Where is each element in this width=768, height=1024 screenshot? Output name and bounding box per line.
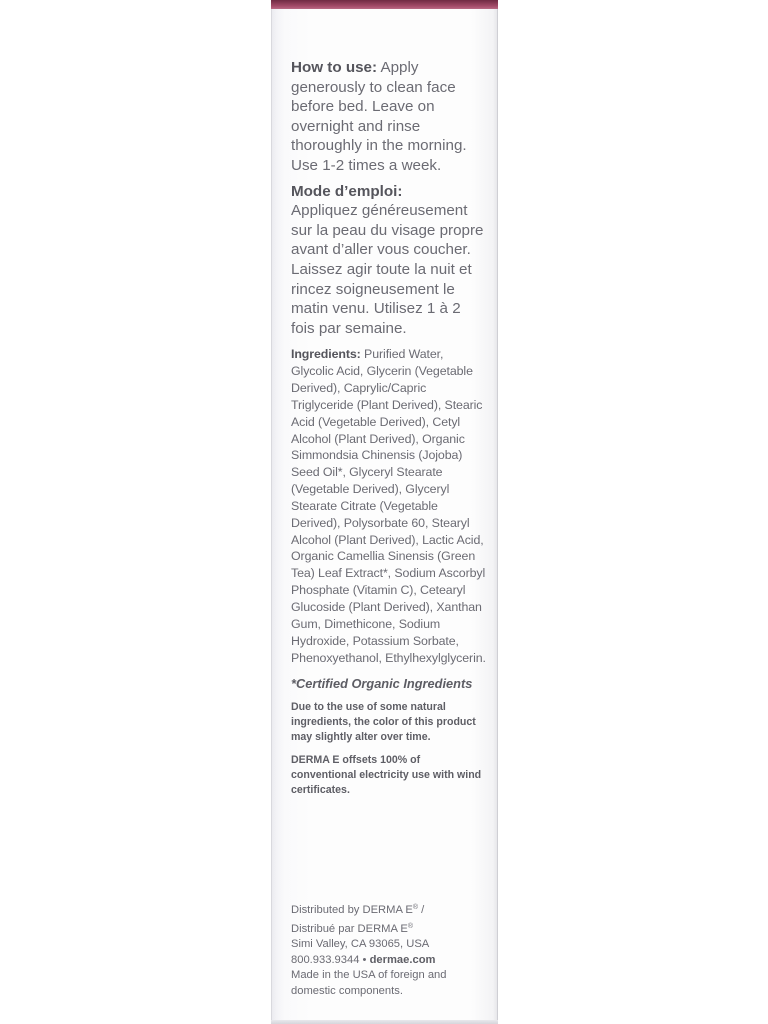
usage-instructions-fr [291,182,487,339]
origin-statement: Made in the USA of foreign and domestic components. [291,969,447,997]
registered-mark: ® [412,904,419,911]
bullet-separator: • [359,953,370,966]
distributor-contact [291,953,487,969]
registered-mark: ® [407,922,414,930]
color-disclaimer: Due to the use of some natural ingredients, the color of this product may slightly alter over time. [291,701,476,744]
distributor-line-fr: Distribué par DERMA E® [291,922,414,935]
product-box-side-panel [271,0,498,1024]
box-bottom-edge [271,1020,498,1024]
usage-heading-fr: Mode d’emploi: [291,182,403,200]
distributor-line-en: Distributed by DERMA E® / [291,904,425,916]
usage-heading-en: How to use: [291,59,378,76]
distributor-block [291,900,487,1000]
distributor-address: Simi Valley, CA 93065, USA [291,938,430,951]
phone-number: 800.933.9344 [291,953,360,966]
usage-instructions-en [291,58,487,176]
website: dermae.com [369,953,436,966]
ingredients-text: Purified Water, Glycolic Acid, Glycerin (Vegetable Derived), Caprylic/Capric Triglyceride (Plant Derived), Stearic Acid (Vegetable Derived), Cetyl Alcohol (Plant Derived), Organic Simmondsia Chinensis (Jojoba) Seed Oil*, Glyceryl Stearate (Vegetable Derived), Glyceryl Stearate Citrate (Vegetable Derived), Polysorbate 60, Stearyl Alcohol (Plant Derived), Lactic Acid, Organic Camellia Sinensis (Green Tea) Leaf Extract*, Sodium Ascorbyl Phosphate (Vitamin C), Cetearyl Glucoside (Plant Derived), Xanthan Gum, Dimethicone, Sodium Hydroxide, Potassium Sorbate, Phenoxyethanol, Ethylhexylglycerin. [291,347,486,665]
label-text-column [291,58,487,806]
wind-energy-note: DERMA E offsets 100% of conventional electricity use with wind certificates. [291,754,482,797]
box-top-color-band [271,0,498,9]
ingredients-list [291,346,487,666]
usage-text-en: Apply generously to clean face before bed. Leave on overnight and rinse thoroughly in the morning. Use 1-2 times a week. [291,59,467,174]
ingredients-heading: Ingredients: [291,347,361,362]
usage-text-fr: Appliquez généreusement sur la peau du visage propre avant d’aller vous coucher. Laissez agir toute la nuit et rincez soigneusement le matin venu. Utilisez 1 à 2 fois par semaine. [291,202,484,337]
organic-footnote: *Certified Organic Ingredients [291,676,473,692]
